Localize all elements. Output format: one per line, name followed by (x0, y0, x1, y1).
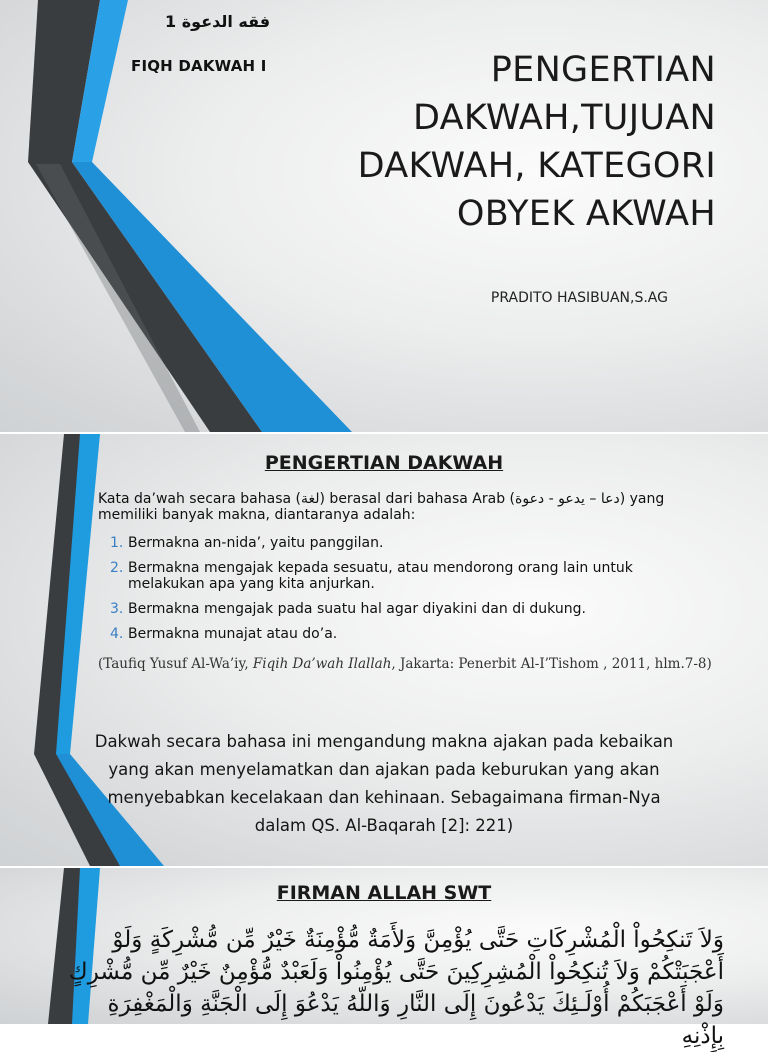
intro-part: ) yang memiliki banyak makna, diantaranya adalah: (98, 491, 665, 523)
citation-part: (Taufiq Yusuf Al-Wa’iy, (98, 656, 253, 672)
citation (98, 656, 718, 672)
list-item (110, 535, 670, 551)
course-title-arabic: فقه الدعوة 1 (165, 12, 271, 31)
title-line: OBYEK AKWAH (456, 194, 716, 234)
arabic-term: لغة (300, 491, 320, 507)
author-name: PRADITO HASIBUAN,S.AG (490, 290, 668, 306)
slide-title-heading (296, 46, 716, 238)
intro-part: Kata da’wah secara bahasa ( (98, 491, 301, 507)
meaning-list (110, 535, 670, 651)
verse-line: أَعْجَبَتْكُمْ وَلاَ تُنكِحُواْ الْمُشِرِكِينَ حَتَّى يُؤْمِنُواْ وَلَعَبْدٌ مُّؤْمِنٌ خَيْرٌ مِّن مُّشْرِكٍ (68, 959, 724, 985)
list-item (110, 626, 670, 642)
slide-firman (0, 868, 768, 1049)
summary-paragraph: Dakwah secara bahasa ini mengandung makna ajakan pada kebaikan yang akan menyelamatkan dan ajakan pada keburukan yang akan menyebabkan kecelakaan dan kehinaan. Sebagaimana firman-Nya dalam QS. Al-Baqarah [2]: 221) (94, 732, 674, 835)
list-item-text: Bermakna an-nida’, yaitu panggilan. (128, 535, 384, 551)
list-number: 4. (110, 626, 124, 642)
quran-verse (60, 924, 724, 1052)
list-item (110, 560, 670, 592)
verse-line: وَلَوْ أَعْجَبَكُمْ أُوْلَـئِكَ يَدْعُونَ إِلَى النَّارِ وَاللّهُ يَدْعُوَ إِلَى الْجَنَّةِ وَالْمَغْفِرَةِ بِإِذْنِهِ (107, 991, 724, 1049)
title-line: DAKWAH, KATEGORI (357, 146, 716, 186)
list-item-text: Bermakna munajat atau do’a. (128, 626, 338, 642)
citation-book-title: Fiqih Da’wah Ilallah (252, 656, 392, 672)
title-line: DAKWAH,TUJUAN (412, 98, 716, 138)
slide-heading: FIRMAN ALLAH SWT (276, 882, 492, 904)
list-item-text: Bermakna mengajak kepada sesuatu, atau mendorong orang lain untuk melakukan apa yang kita anjurkan. (128, 560, 633, 592)
intro-part: ) berasal dari bahasa Arab ( (319, 491, 515, 507)
list-item-text: Bermakna mengajak pada suatu hal agar diyakini dan di dukung. (128, 601, 586, 617)
title-line: PENGERTIAN (490, 50, 716, 90)
slide-heading: PENGERTIAN DAKWAH (264, 452, 504, 474)
course-title: FIQH DAKWAH I (131, 57, 267, 75)
citation-part: , Jakarta: Penerbit Al-I’Tishom , 2011, hlm.7-8) (391, 656, 712, 672)
slide-title (0, 0, 768, 432)
list-number: 1. (110, 535, 124, 551)
list-number: 2. (110, 560, 124, 576)
list-number: 3. (110, 601, 124, 617)
slide-pengertian (0, 434, 768, 866)
list-item (110, 601, 670, 617)
verse-line: وَلاَ تَنكِحُواْ الْمُشْرِكَاتِ حَتَّى يُؤْمِنَّ وَلأَمَةٌ مُّؤْمِنَةٌ خَيْرٌ مِّن مُّشْرِكَةٍ وَلَوْ (112, 927, 724, 953)
intro-text (98, 491, 688, 523)
arabic-root: دعا – يدعو - دعوة (515, 491, 620, 507)
